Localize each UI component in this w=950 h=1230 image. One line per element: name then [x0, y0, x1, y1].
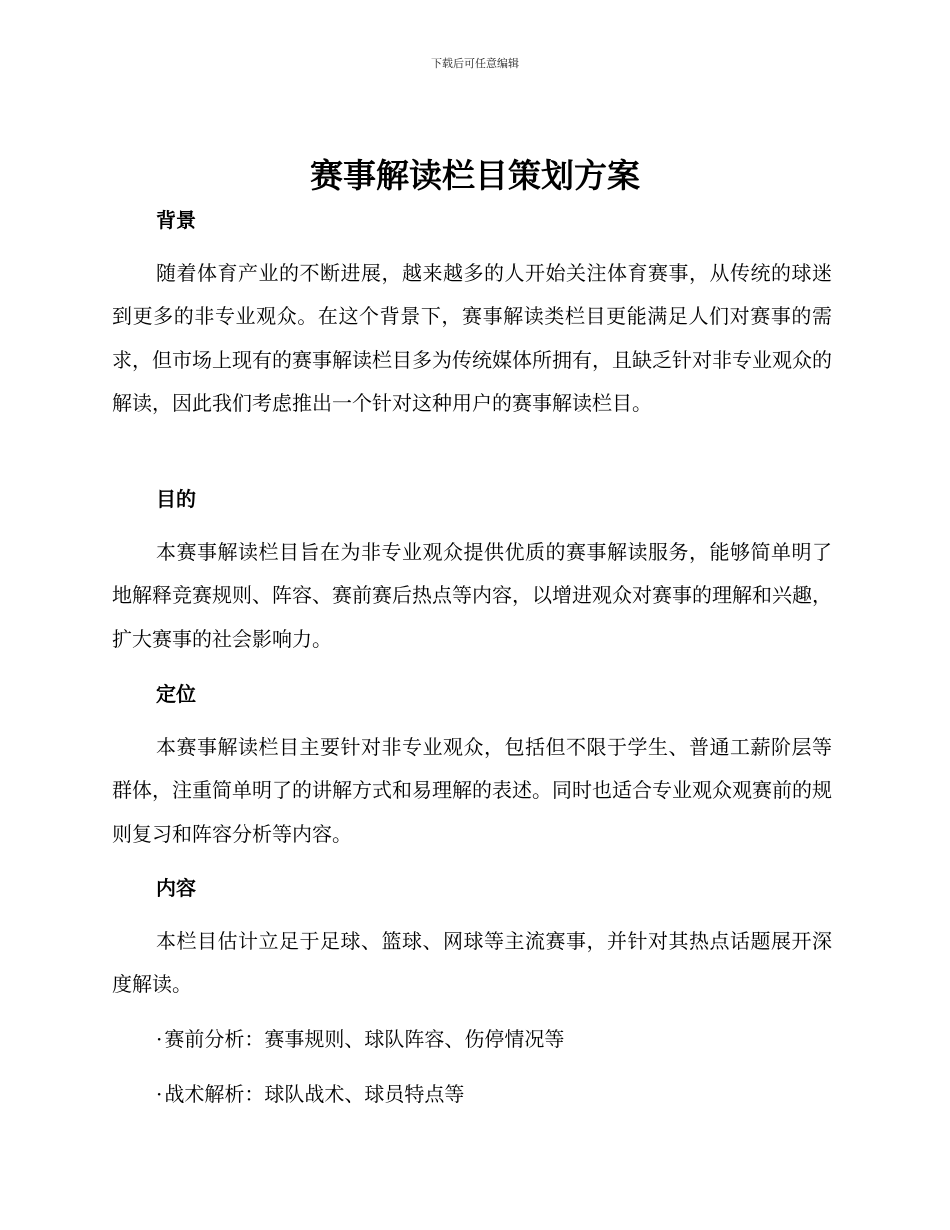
- list-item: [156, 1082, 464, 1106]
- section-heading-content: 内容: [156, 876, 196, 900]
- bullet-marker: ·: [156, 1082, 163, 1106]
- list-item-text: 战术解析：球队战术、球员特点等: [164, 1082, 465, 1106]
- list-item-text: 赛前分析：赛事规则、球队阵容、伤停情况等: [164, 1027, 565, 1051]
- section-body-content: 本栏目估计立足于足球、篮球、网球等主流赛事，并针对其热点话题展开深度解读。: [112, 929, 832, 997]
- header-note: 下载后可任意编辑: [431, 57, 519, 70]
- section-heading-purpose: 目的: [156, 487, 196, 511]
- section-body-purpose: 本赛事解读栏目旨在为非专业观众提供优质的赛事解读服务，能够简单明了地解释竞赛规则、阵容、赛前赛后热点等内容，以增进观众对赛事的理解和兴趣，扩大赛事的社会影响力。: [112, 540, 832, 651]
- section-heading-positioning: 定位: [156, 682, 196, 706]
- list-item: [156, 1027, 564, 1051]
- bullet-marker: ·: [156, 1027, 163, 1051]
- section-body-background: 随着体育产业的不断进展，越来越多的人开始关注体育赛事，从传统的球迷到更多的非专业观众。在这个背景下，赛事解读类栏目更能满足人们对赛事的需求，但市场上现有的赛事解读栏目多为传统媒体所拥有，且缺乏针对非专业观众的解读，因此我们考虑推出一个针对这种用户的赛事解读栏目。: [112, 261, 832, 415]
- document-title: 赛事解读栏目策划方案: [310, 156, 640, 195]
- section-body-positioning: 本赛事解读栏目主要针对非专业观众，包括但不限于学生、普通工薪阶层等群体，注重简单明了的讲解方式和易理解的表述。同时也适合专业观众观赛前的规则复习和阵容分析等内容。: [112, 735, 832, 846]
- section-heading-background: 背景: [156, 208, 196, 232]
